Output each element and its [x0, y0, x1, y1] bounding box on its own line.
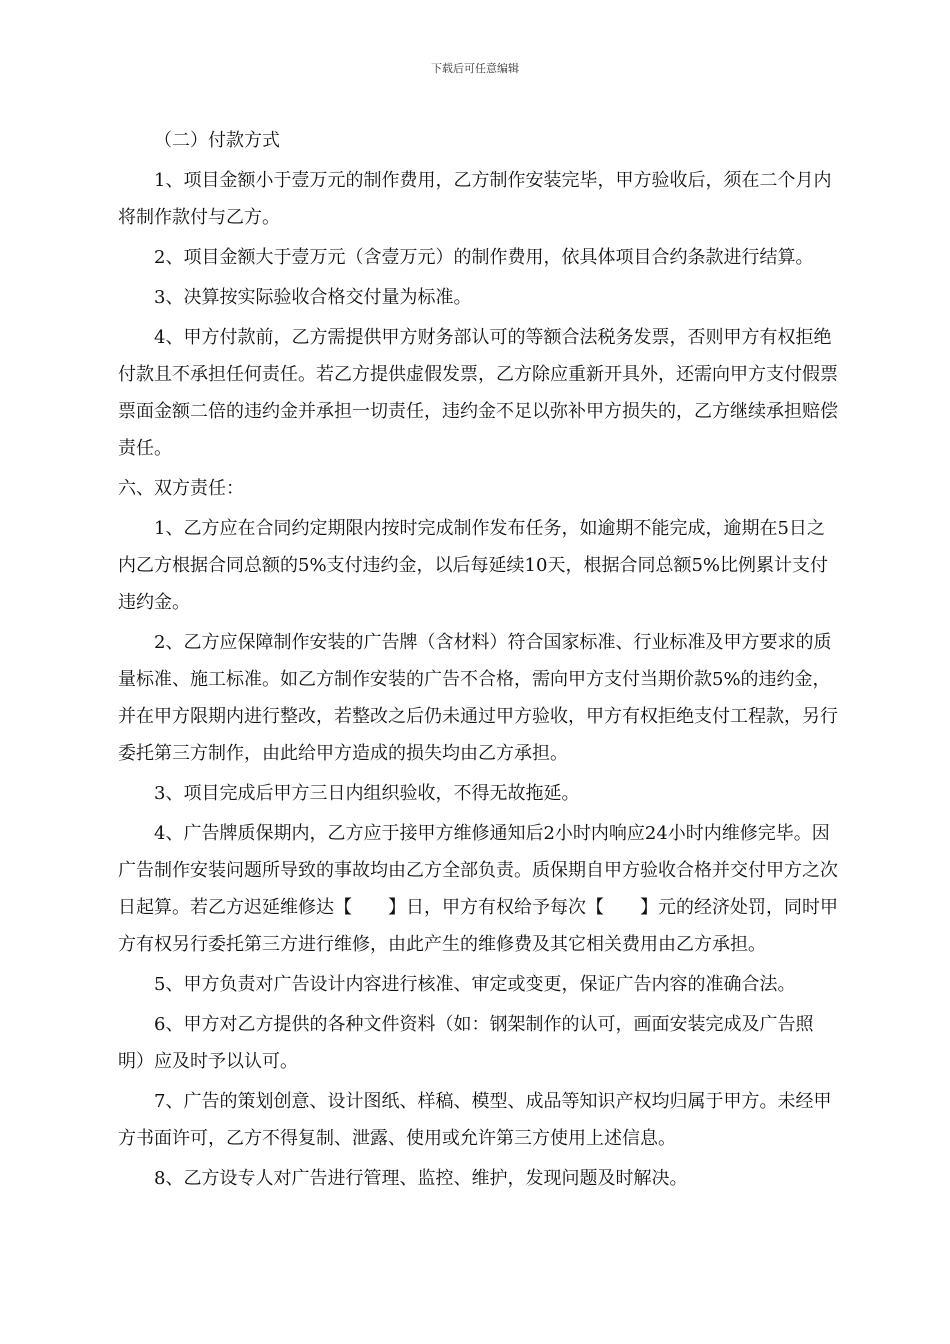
- paragraph-payment-2: 2、项目金额大于壹万元（含壹万元）的制作费用，依具体项目合约条款进行结算。: [154, 247, 814, 268]
- paragraph-responsibility-5: 5、甲方负责对广告设计内容进行核准、审定或变更，保证广告内容的准确合法。: [154, 974, 796, 995]
- paragraph-responsibility-7: 7、广告的策划创意、设计图纸、样稿、模型、成品等知识产权均归属于甲方。未经甲方书面许可，乙方不得复制、泄露、使用或允许第三方使用上述信息。: [118, 1091, 832, 1149]
- paragraph-responsibility-3: 3、项目完成后甲方三日内组织验收，不得无故拖延。: [154, 783, 580, 804]
- paragraph-responsibility-8: 8、乙方设专人对广告进行管理、监控、维护，发现问题及时解决。: [154, 1168, 688, 1189]
- header-note: 下载后可任意编辑: [431, 62, 519, 75]
- paragraph-payment-4: 4、甲方付款前，乙方需提供甲方财务部认可的等额合法税务发票，否则甲方有权拒绝付款且不承担任何责任。若乙方提供虚假发票，乙方除应重新开具外，还需向甲方支付假票票面金额二倍的违约金并承担一切责任，违约金不足以弥补甲方损失的，乙方继续承担赔偿责任。: [118, 327, 838, 459]
- section-title-payment: （二）付款方式: [154, 130, 280, 151]
- paragraph-responsibility-6: 6、甲方对乙方提供的各种文件资料（如：钢架制作的认可，画面安装完成及广告照明）应及时予以认可。: [118, 1014, 814, 1072]
- section-title-responsibilities: 六、双方责任：: [118, 478, 244, 499]
- paragraph-payment-3: 3、决算按实际验收合格交付量为标准。: [154, 287, 472, 308]
- document-body: [118, 122, 838, 1200]
- paragraph-responsibility-1: 1、乙方应在合同约定期限内按时完成制作发布任务，如逾期不能完成，逾期在5日之内乙方根据合同总额的5%支付违约金，以后每延续10天，根据合同总额5%比例累计支付违约金。: [118, 518, 829, 613]
- paragraph-payment-1: 1、项目金额小于壹万元的制作费用，乙方制作安装完毕，甲方验收后，须在二个月内将制作款付与乙方。: [118, 170, 832, 228]
- paragraph-responsibility-2: 2、乙方应保障制作安装的广告牌（含材料）符合国家标准、行业标准及甲方要求的质量标准、施工标准。如乙方制作安装的广告不合格，需向甲方支付当期价款5%的违约金，并在甲方限期内进行整改，若整改之后仍未通过甲方验收，甲方有权拒绝支付工程款，另行委托第三方制作，由此给甲方造成的损失均由乙方承担。: [118, 632, 838, 764]
- paragraph-responsibility-4: 4、广告牌质保期内，乙方应于接甲方维修通知后2小时内响应24小时内维修完毕。因广告制作安装问题所导致的事故均由乙方全部负责。质保期自甲方验收合格并交付甲方之次日起算。若乙方迟延维修达【 】日，甲方有权给予每次【 】元的经济处罚，同时甲方有权另行委托第三方进行维修，由此产生的维修费及其它相关费用由乙方承担。: [118, 823, 838, 955]
